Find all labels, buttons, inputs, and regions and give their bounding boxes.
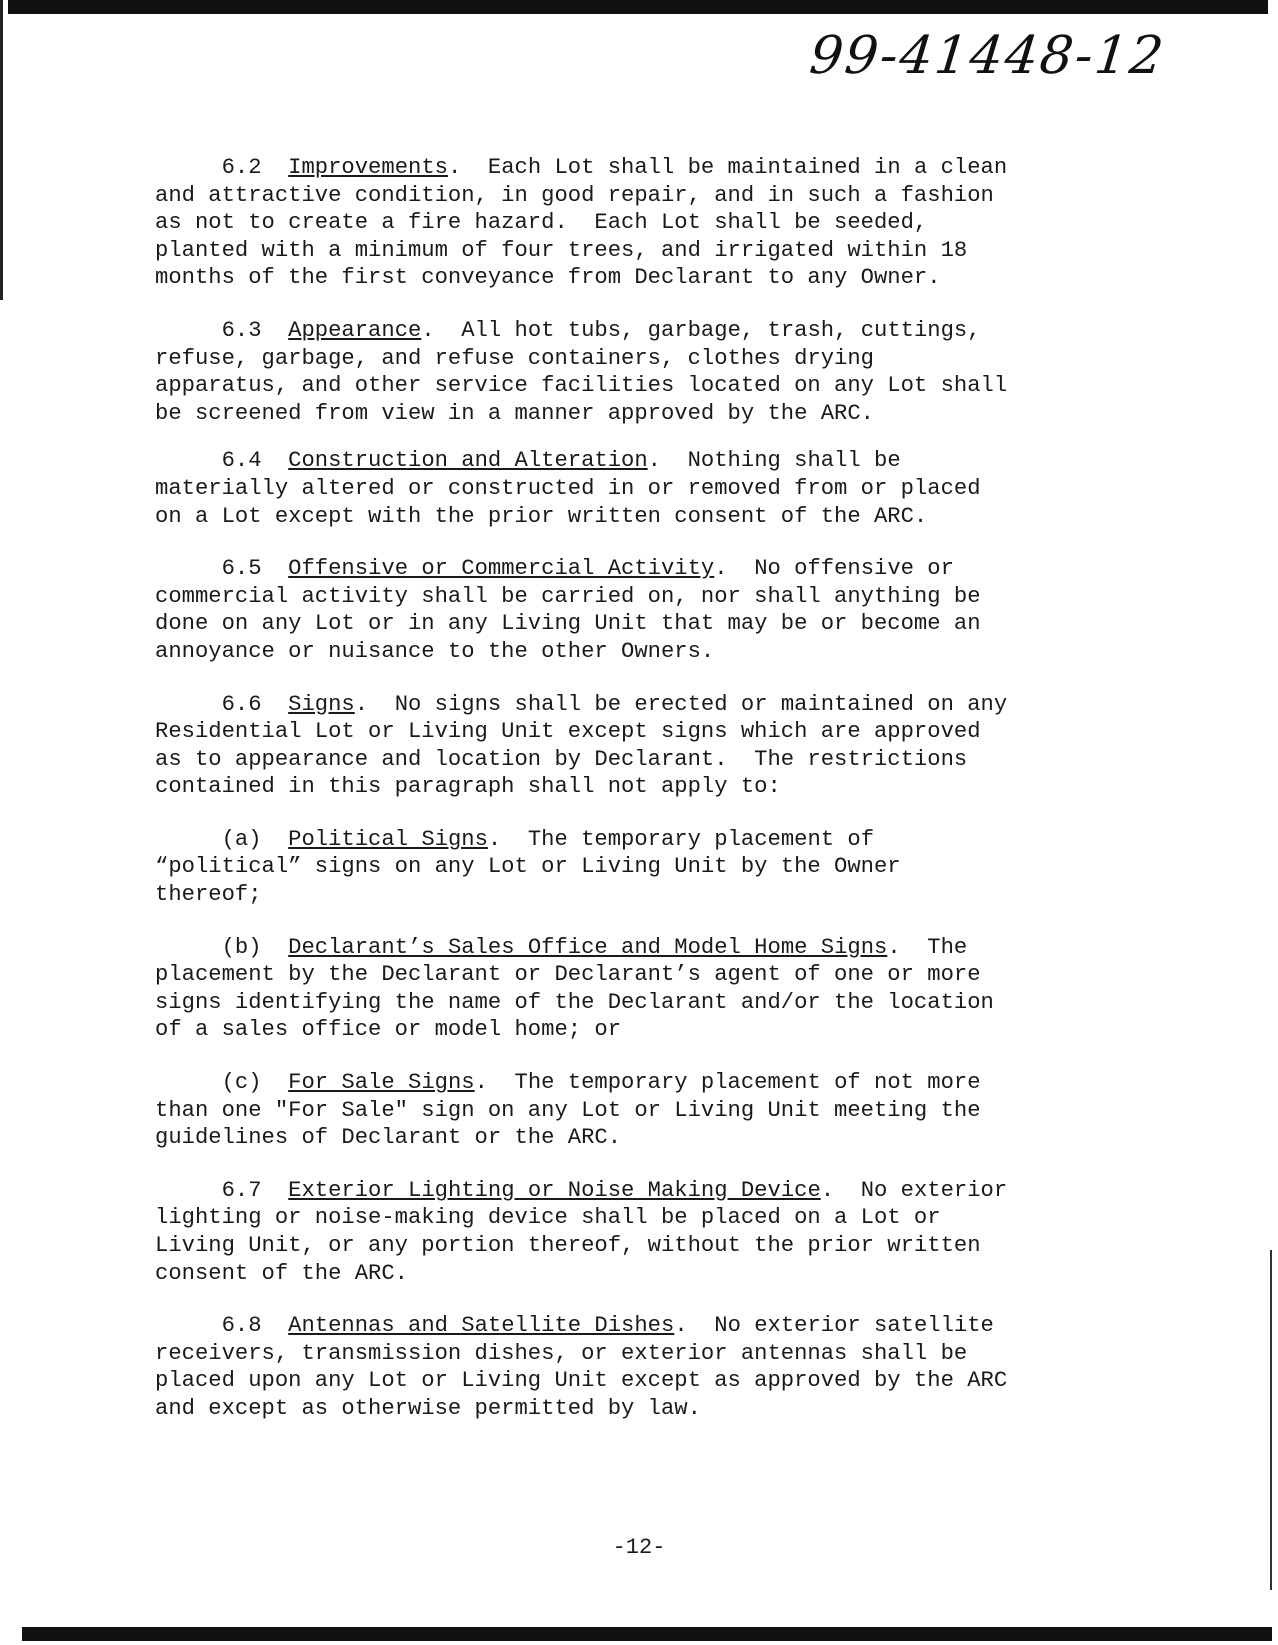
section-first-line-text: . Each Lot shall be maintained in a clean xyxy=(447,155,1008,180)
section-heading: Improvements xyxy=(288,155,448,180)
section-number: (b) xyxy=(221,934,262,960)
section-number: 6.3 xyxy=(221,317,262,343)
section-line: guidelines of Declarant or the ARC. xyxy=(155,1125,622,1151)
section-first-line-text: . All hot tubs, garbage, trash, cuttings, xyxy=(421,317,981,343)
section-line: “political” signs on any Lot or Living Unit by the Owner xyxy=(155,854,901,880)
section-line: commercial activity shall be carried on, nor shall anything be xyxy=(155,583,981,609)
section-6-2 xyxy=(155,154,1135,292)
section-first-line xyxy=(155,691,1135,719)
section-line: months of the first conveyance from Declarant to any Owner. xyxy=(155,265,941,291)
section-first-line xyxy=(155,447,1135,475)
section-first-line-text: . The temporary placement of xyxy=(487,826,875,852)
section-line: receivers, transmission dishes, or exterior antennas shall be xyxy=(155,1340,968,1366)
handwritten-document-number: 99-41448-12 xyxy=(806,26,1169,86)
page-number: -12- xyxy=(612,1535,666,1560)
section-heading: Appearance xyxy=(288,317,422,343)
section-6-6-c xyxy=(155,1069,1135,1152)
section-6-8 xyxy=(155,1312,1135,1422)
section-first-line xyxy=(155,934,1135,962)
section-line: lighting or noise-making device shall be placed on a Lot or xyxy=(155,1205,941,1231)
section-number: 6.4 xyxy=(221,448,262,474)
section-line: Living Unit, or any portion thereof, without the prior written xyxy=(155,1233,981,1258)
section-heading: Political Signs xyxy=(288,826,488,852)
section-6-6 xyxy=(155,691,1135,801)
section-6-3 xyxy=(155,317,1135,427)
section-line: thereof; xyxy=(155,882,262,908)
section-heading: Signs xyxy=(288,691,355,717)
section-first-line-text: . No exterior xyxy=(820,1177,1008,1203)
section-line: consent of the ARC. xyxy=(155,1260,408,1286)
section-6-6-b xyxy=(155,934,1135,1044)
section-line: of a sales office or model home; or xyxy=(155,1017,622,1043)
section-line: done on any Lot or in any Living Unit that may be or become an xyxy=(155,611,981,637)
section-line: placed upon any Lot or Living Unit except as approved by the ARC xyxy=(155,1368,1008,1394)
section-number: 6.5 xyxy=(221,556,262,582)
section-first-line-text: . Nothing shall be xyxy=(647,448,901,474)
section-heading: Construction and Alteration xyxy=(288,448,648,474)
section-line: contained in this paragraph shall not apply to: xyxy=(155,774,781,800)
section-first-line-text: . The xyxy=(887,934,968,960)
section-line: materially altered or constructed in or removed from or placed xyxy=(155,475,981,501)
section-line: than one "For Sale" sign on any Lot or Living Unit meeting the xyxy=(155,1097,981,1123)
section-first-line xyxy=(155,826,1135,854)
section-line: planted with a minimum of four trees, and irrigated within 18 xyxy=(155,237,968,263)
section-line: signs identifying the name of the Declarant and/or the location xyxy=(155,989,994,1015)
section-6-7 xyxy=(155,1177,1135,1287)
section-first-line-text: . No exterior satellite xyxy=(674,1313,994,1339)
section-first-line xyxy=(155,1312,1135,1340)
section-line: on a Lot except with the prior written consent of the ARC. xyxy=(155,503,928,529)
section-number: 6.2 xyxy=(221,155,262,180)
section-heading: Declarant’s Sales Office and Model Home Signs xyxy=(288,934,888,960)
section-number: 6.7 xyxy=(221,1177,262,1203)
section-line: be screened from view in a manner approved by the ARC. xyxy=(155,400,874,426)
scan-border-bottom xyxy=(22,1627,1272,1641)
section-heading: Antennas and Satellite Dishes xyxy=(288,1313,675,1339)
section-first-line xyxy=(155,154,1135,182)
document-body xyxy=(155,154,1135,1423)
section-heading: Exterior Lighting or Noise Making Device xyxy=(288,1177,821,1203)
section-number: (a) xyxy=(221,826,262,852)
section-6-6-a xyxy=(155,826,1135,909)
section-line: and attractive condition, in good repair, and in such a fashion xyxy=(155,182,994,208)
section-first-line-text: . The temporary placement of not more xyxy=(474,1070,981,1096)
section-line: refuse, garbage, and refuse containers, clothes drying xyxy=(155,345,874,371)
section-line: apparatus, and other service facilities located on any Lot shall xyxy=(155,373,1008,399)
section-first-line-text: . No signs shall be erected or maintained on any xyxy=(354,691,1008,717)
section-first-line xyxy=(155,555,1135,583)
scan-border-top xyxy=(8,0,1268,14)
section-line: as not to create a fire hazard. Each Lot shall be seeded, xyxy=(155,210,928,236)
section-first-line xyxy=(155,1177,1135,1205)
section-6-5 xyxy=(155,555,1135,665)
section-first-line xyxy=(155,317,1135,345)
section-first-line-text: . No offensive or xyxy=(714,556,954,582)
section-number: 6.6 xyxy=(221,691,262,717)
section-line: and except as otherwise permitted by law. xyxy=(155,1395,701,1421)
section-number: 6.8 xyxy=(221,1313,262,1339)
section-heading: For Sale Signs xyxy=(288,1070,475,1096)
scan-border-left xyxy=(0,0,3,300)
section-line: annoyance or nuisance to the other Owners. xyxy=(155,638,715,664)
section-heading: Offensive or Commercial Activity xyxy=(288,556,715,582)
section-number: (c) xyxy=(221,1070,262,1096)
section-line: placement by the Declarant or Declarant’s agent of one or more xyxy=(155,962,981,988)
section-line: as to appearance and location by Declarant. The restrictions xyxy=(155,746,968,772)
section-first-line xyxy=(155,1069,1135,1097)
section-line: Residential Lot or Living Unit except signs which are approved xyxy=(155,719,981,745)
section-6-4 xyxy=(155,447,1135,530)
